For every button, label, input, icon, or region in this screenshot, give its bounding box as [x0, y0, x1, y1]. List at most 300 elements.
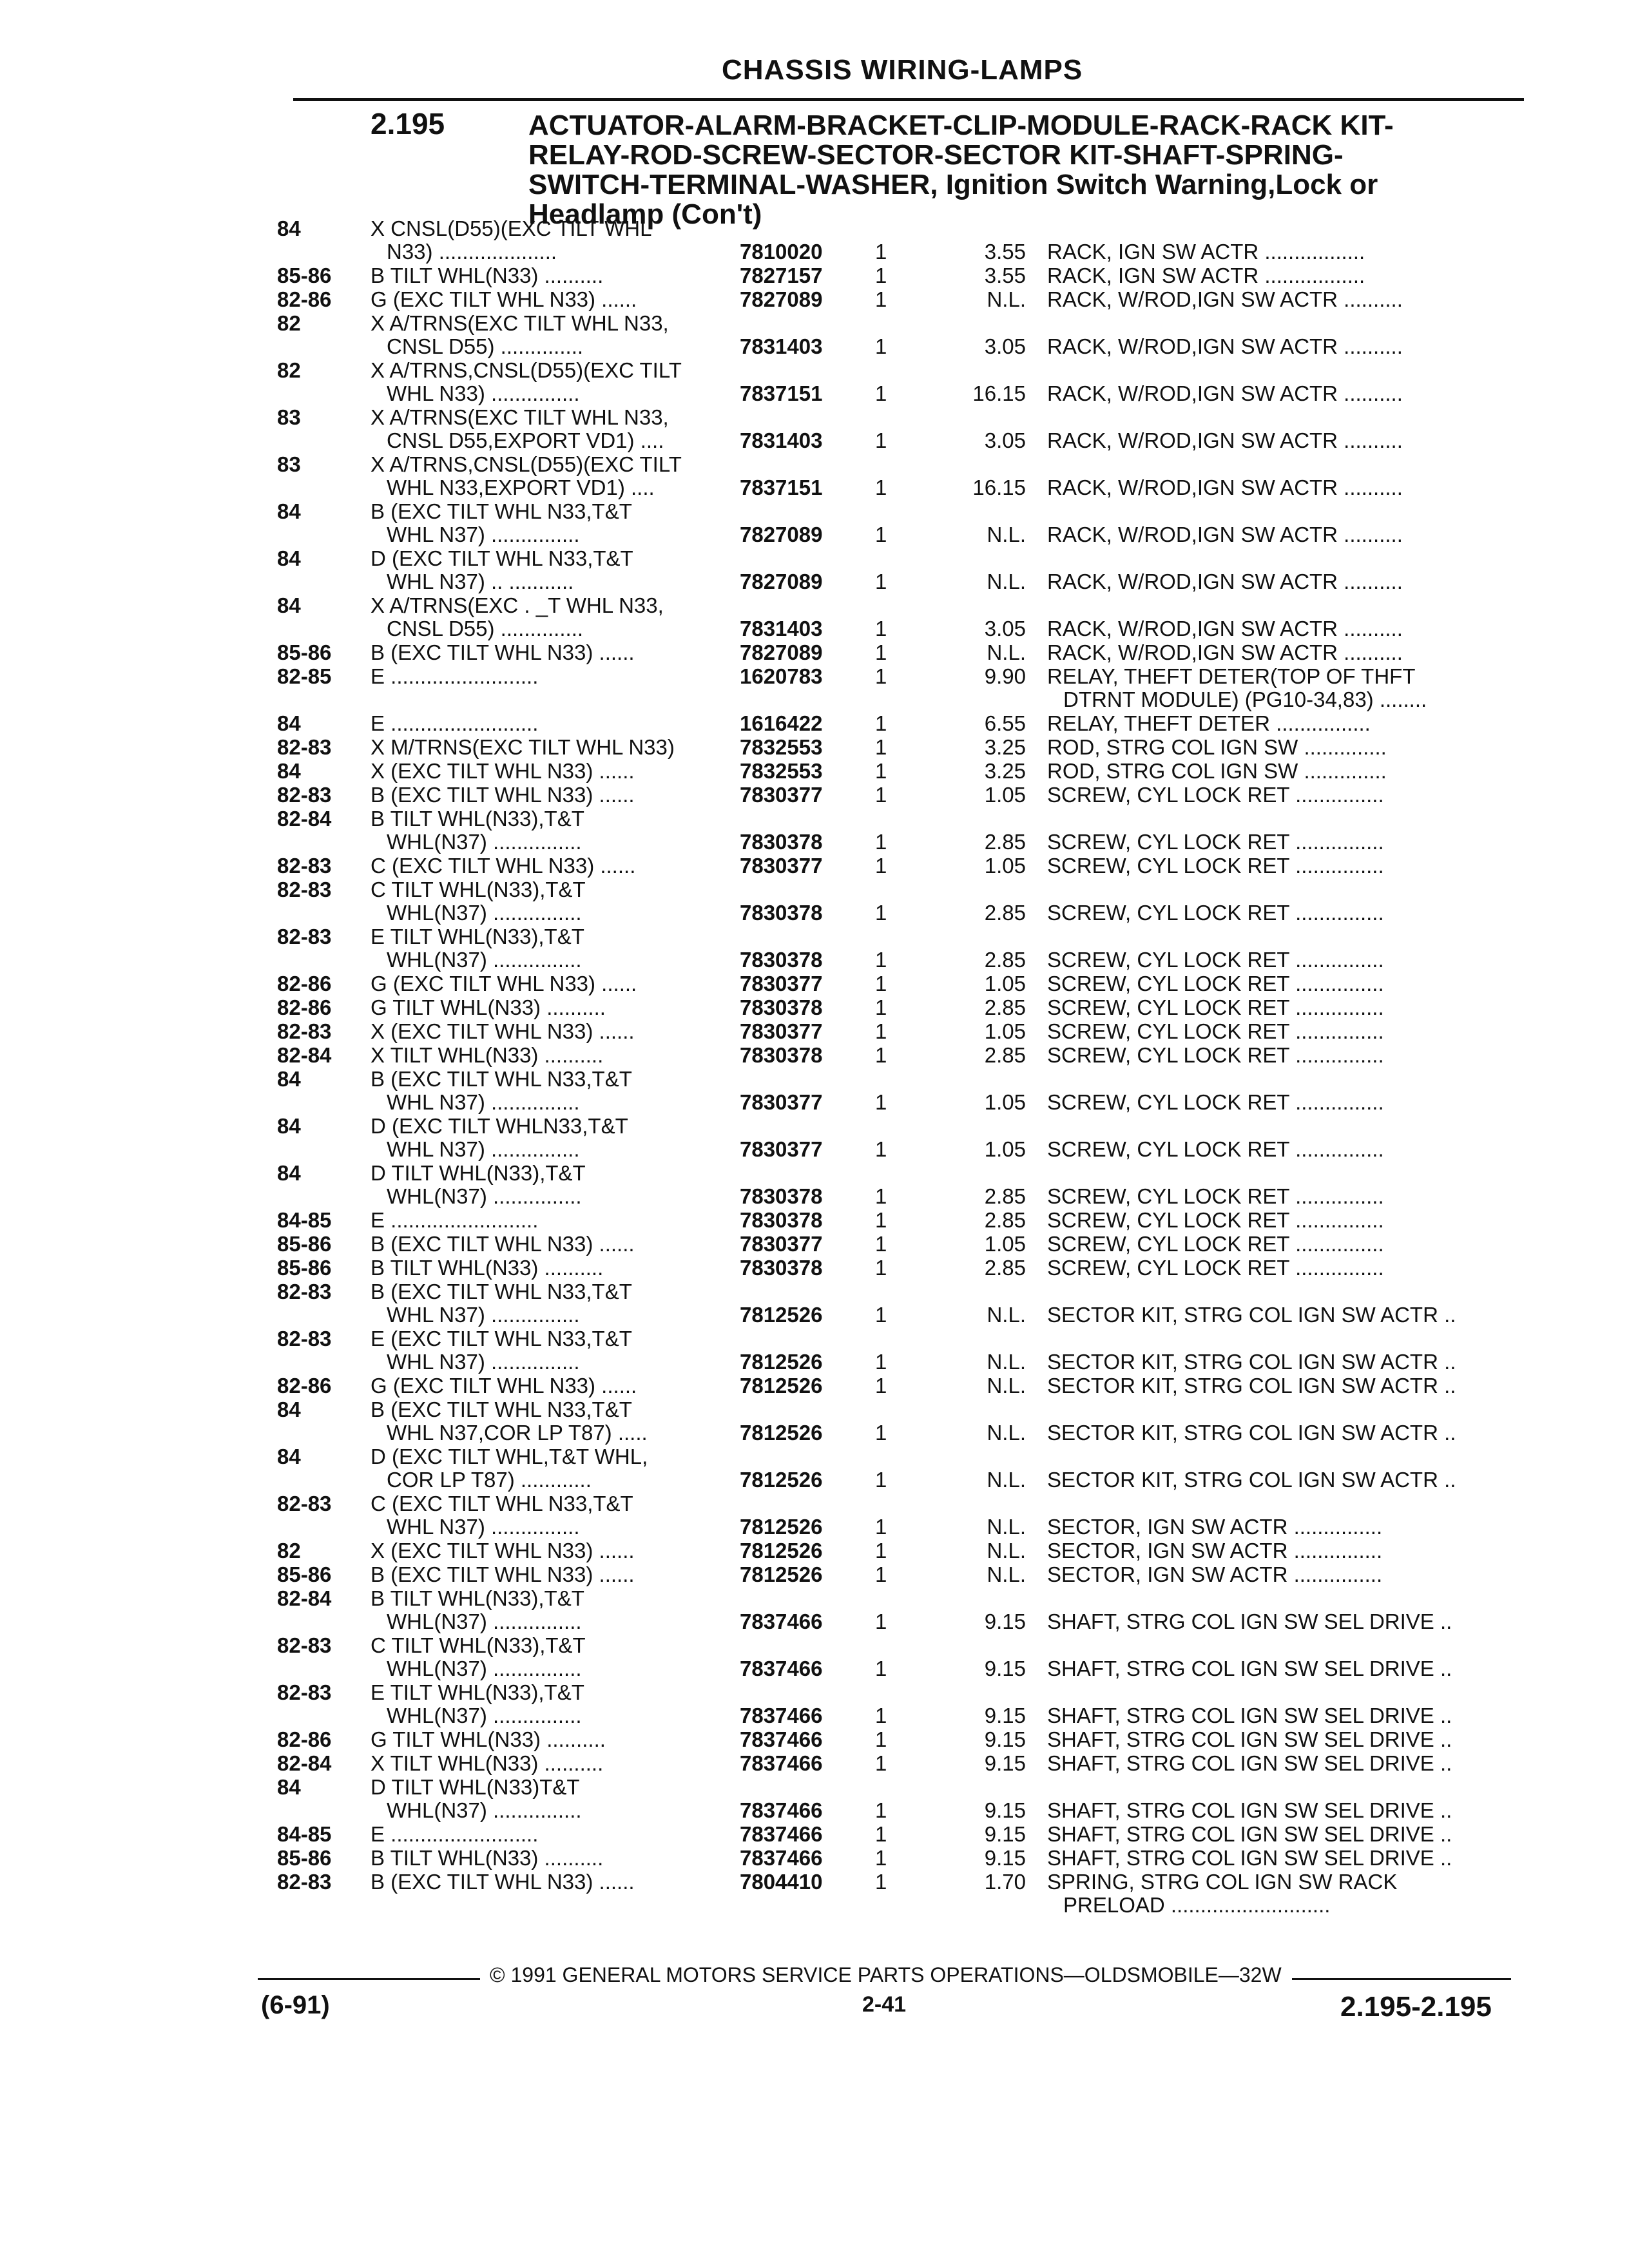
description: G (EXC TILT WHL N33) ......: [371, 1374, 637, 1398]
part-number: 7830378: [740, 1208, 823, 1232]
description-continued: WHL N37) ...............: [387, 523, 580, 546]
part-name: RACK, W/ROD,IGN SW ACTR ..........: [1047, 570, 1403, 593]
part-number: 7830377: [740, 972, 823, 995]
quantity: 1: [875, 428, 887, 452]
model-year: 82: [277, 311, 301, 335]
quantity: 1: [875, 1822, 887, 1846]
price: 1.05: [984, 972, 1026, 995]
description: C TILT WHL(N33),T&T: [371, 1633, 586, 1657]
part-number: 7812526: [740, 1562, 823, 1586]
price: 1.05: [984, 854, 1026, 878]
description: X A/TRNS(EXC TILT WHL N33,: [371, 405, 669, 429]
part-name: SPRING, STRG COL IGN SW RACK: [1047, 1870, 1398, 1894]
quantity: 1: [875, 1704, 887, 1727]
part-name: SCREW, CYL LOCK RET ...............: [1047, 1019, 1384, 1043]
footer-page-number: 2-41: [862, 1992, 907, 2017]
price: 2.85: [984, 948, 1026, 972]
quantity: 1: [875, 1232, 887, 1256]
quantity: 1: [875, 759, 887, 783]
model-year: 82-84: [277, 1586, 332, 1610]
price: N.L.: [987, 1350, 1026, 1374]
description: X A/TRNS,CNSL(D55)(EXC TILT: [371, 452, 682, 476]
part-name: SCREW, CYL LOCK RET ...............: [1047, 948, 1384, 972]
model-year: 82-83: [277, 878, 332, 901]
part-number: 7830378: [740, 995, 823, 1019]
description: D TILT WHL(N33)T&T: [371, 1775, 580, 1799]
description-continued: WHL N33) ...............: [387, 381, 580, 405]
part-name: RELAY, THEFT DETER(TOP OF THFT: [1047, 664, 1416, 688]
part-name: SCREW, CYL LOCK RET ...............: [1047, 995, 1384, 1019]
description-continued: WHL(N37) ...............: [387, 1610, 582, 1633]
price: N.L.: [987, 640, 1026, 664]
part-number: 7832553: [740, 735, 823, 759]
description: G TILT WHL(N33) ..........: [371, 995, 606, 1019]
model-year: 84: [277, 759, 301, 783]
quantity: 1: [875, 1515, 887, 1539]
quantity: 1: [875, 1657, 887, 1680]
price: 1.05: [984, 1232, 1026, 1256]
part-name: SCREW, CYL LOCK RET ...............: [1047, 1137, 1384, 1161]
price: 1.05: [984, 1137, 1026, 1161]
footer-rule-left: [258, 1978, 480, 1980]
footer-section-range: 2.195-2.195: [1340, 1991, 1492, 2023]
part-name: SCREW, CYL LOCK RET ...............: [1047, 1090, 1384, 1114]
description: X (EXC TILT WHL N33) ......: [371, 1539, 635, 1562]
price: 1.05: [984, 1019, 1026, 1043]
quantity: 1: [875, 1019, 887, 1043]
price: N.L.: [987, 1374, 1026, 1398]
part-name: SCREW, CYL LOCK RET ...............: [1047, 1232, 1384, 1256]
part-name: SECTOR KIT, STRG COL IGN SW ACTR ..: [1047, 1350, 1456, 1374]
part-number: 7830377: [740, 1232, 823, 1256]
description-continued: WHL(N37) ...............: [387, 1704, 582, 1727]
description-continued: WHL N37) ...............: [387, 1303, 580, 1327]
quantity: 1: [875, 1468, 887, 1492]
price: 2.85: [984, 1043, 1026, 1067]
quantity: 1: [875, 264, 887, 287]
part-name: SHAFT, STRG COL IGN SW SEL DRIVE ..: [1047, 1610, 1452, 1633]
model-year: 82-85: [277, 664, 332, 688]
part-name: SECTOR, IGN SW ACTR ...............: [1047, 1562, 1383, 1586]
price: 16.15: [972, 381, 1026, 405]
description: B TILT WHL(N33),T&T: [371, 807, 584, 831]
quantity: 1: [875, 523, 887, 546]
description: G (EXC TILT WHL N33) ......: [371, 287, 637, 311]
model-year: 84: [277, 1775, 301, 1799]
part-number: 7837466: [740, 1727, 823, 1751]
footer-rule-right: [1292, 1978, 1511, 1980]
description: B (EXC TILT WHL N33) ......: [371, 783, 635, 807]
description: B TILT WHL(N33),T&T: [371, 1586, 584, 1610]
part-number: 7804410: [740, 1870, 823, 1894]
part-name: ROD, STRG COL IGN SW ..............: [1047, 735, 1387, 759]
quantity: 1: [875, 334, 887, 358]
part-number: 7827157: [740, 264, 823, 287]
part-name: SCREW, CYL LOCK RET ...............: [1047, 783, 1384, 807]
description: B TILT WHL(N33) ..........: [371, 264, 604, 287]
quantity: 1: [875, 287, 887, 311]
part-number: 7810020: [740, 240, 823, 264]
part-number: 7830377: [740, 1019, 823, 1043]
part-name: ROD, STRG COL IGN SW ..............: [1047, 759, 1387, 783]
description: X (EXC TILT WHL N33) ......: [371, 1019, 635, 1043]
description: X A/TRNS(EXC TILT WHL N33,: [371, 311, 669, 335]
price: 3.55: [984, 240, 1026, 264]
model-year: 82-84: [277, 1043, 332, 1067]
part-number: 7830378: [740, 1184, 823, 1208]
model-year: 84: [277, 1398, 301, 1421]
description: B (EXC TILT WHL N33,T&T: [371, 1280, 632, 1303]
quantity: 1: [875, 381, 887, 405]
description-continued: WHL(N37) ...............: [387, 1184, 582, 1208]
part-name: RACK, W/ROD,IGN SW ACTR ..........: [1047, 476, 1403, 499]
description: C (EXC TILT WHL N33,T&T: [371, 1492, 633, 1515]
part-number: 7837466: [740, 1846, 823, 1870]
price: 9.15: [984, 1610, 1026, 1633]
part-number: 7830378: [740, 948, 823, 972]
part-name: SHAFT, STRG COL IGN SW SEL DRIVE ..: [1047, 1751, 1452, 1775]
price: 3.05: [984, 617, 1026, 640]
part-name: SECTOR KIT, STRG COL IGN SW ACTR ..: [1047, 1468, 1456, 1492]
part-name: RACK, W/ROD,IGN SW ACTR ..........: [1047, 428, 1403, 452]
part-name: SCREW, CYL LOCK RET ...............: [1047, 1184, 1384, 1208]
description: D TILT WHL(N33),T&T: [371, 1161, 586, 1185]
part-number: 7827089: [740, 287, 823, 311]
part-name: RELAY, THEFT DETER ................: [1047, 711, 1371, 735]
quantity: 1: [875, 1208, 887, 1232]
description: B (EXC TILT WHL N33) ......: [371, 1870, 635, 1894]
model-year: 82-86: [277, 1374, 332, 1398]
description: X A/TRNS,CNSL(D55)(EXC TILT: [371, 358, 682, 382]
description-continued: CNSL D55) ..............: [387, 334, 584, 358]
description-continued: WHL N37,COR LP T87) .....: [387, 1421, 648, 1445]
part-number: 7837466: [740, 1822, 823, 1846]
model-year: 82-83: [277, 1019, 332, 1043]
model-year: 84: [277, 593, 301, 617]
quantity: 1: [875, 1303, 887, 1327]
part-name: SECTOR, IGN SW ACTR ...............: [1047, 1539, 1383, 1562]
part-name: SECTOR KIT, STRG COL IGN SW ACTR ..: [1047, 1374, 1456, 1398]
part-name: SCREW, CYL LOCK RET ...............: [1047, 1256, 1384, 1280]
section-title-line: ACTUATOR-ALARM-BRACKET-CLIP-MODULE-RACK-RACK KIT-: [528, 110, 1394, 141]
quantity: 1: [875, 995, 887, 1019]
part-number: 7812526: [740, 1303, 823, 1327]
price: 3.05: [984, 334, 1026, 358]
description: E .........................: [371, 1822, 539, 1846]
quantity: 1: [875, 901, 887, 925]
quantity: 1: [875, 1421, 887, 1445]
quantity: 1: [875, 1374, 887, 1398]
price: 3.05: [984, 428, 1026, 452]
quantity: 1: [875, 1256, 887, 1280]
quantity: 1: [875, 240, 887, 264]
description: E .........................: [371, 1208, 539, 1232]
description: B (EXC TILT WHL N33,T&T: [371, 1067, 632, 1091]
part-number: 7812526: [740, 1350, 823, 1374]
description: C (EXC TILT WHL N33) ......: [371, 854, 636, 878]
description: B TILT WHL(N33) ..........: [371, 1256, 604, 1280]
price: N.L.: [987, 1562, 1026, 1586]
price: 9.15: [984, 1822, 1026, 1846]
section-title-line: Headlamp (Con't): [528, 198, 762, 230]
quantity: 1: [875, 1846, 887, 1870]
description-continued: WHL N37) ...............: [387, 1350, 580, 1374]
part-number: 7830378: [740, 830, 823, 854]
description: E .........................: [371, 664, 539, 688]
quantity: 1: [875, 854, 887, 878]
quantity: 1: [875, 830, 887, 854]
part-number: 7832553: [740, 759, 823, 783]
model-year: 82-86: [277, 972, 332, 995]
part-number: 1620783: [740, 664, 823, 688]
price: 2.85: [984, 1184, 1026, 1208]
description-continued: WHL N33,EXPORT VD1) ....: [387, 476, 655, 499]
quantity: 1: [875, 617, 887, 640]
description-continued: WHL(N37) ...............: [387, 901, 582, 925]
section-title-line: RELAY-ROD-SCREW-SECTOR-SECTOR KIT-SHAFT-SPRING-: [528, 139, 1344, 171]
part-number: 7812526: [740, 1374, 823, 1398]
part-number: 7827089: [740, 640, 823, 664]
part-number: 7837466: [740, 1798, 823, 1822]
model-year: 84: [277, 1067, 301, 1091]
price: N.L.: [987, 523, 1026, 546]
price: N.L.: [987, 1468, 1026, 1492]
description-continued: WHL(N37) ...............: [387, 1798, 582, 1822]
description: B TILT WHL(N33) ..........: [371, 1846, 604, 1870]
part-number: 7831403: [740, 334, 823, 358]
description-continued: WHL N37) ...............: [387, 1515, 580, 1539]
part-name: SECTOR KIT, STRG COL IGN SW ACTR ..: [1047, 1303, 1456, 1327]
model-year: 82-84: [277, 1751, 332, 1775]
model-year: 84-85: [277, 1208, 332, 1232]
description: X A/TRNS(EXC . _T WHL N33,: [371, 593, 664, 617]
part-name: SHAFT, STRG COL IGN SW SEL DRIVE ..: [1047, 1846, 1452, 1870]
model-year: 84-85: [277, 1822, 332, 1846]
part-number: 7831403: [740, 428, 823, 452]
part-name: SCREW, CYL LOCK RET ...............: [1047, 854, 1384, 878]
part-name: RACK, W/ROD,IGN SW ACTR ..........: [1047, 523, 1403, 546]
part-name: SHAFT, STRG COL IGN SW SEL DRIVE ..: [1047, 1704, 1452, 1727]
model-year: 84: [277, 216, 301, 240]
price: 2.85: [984, 901, 1026, 925]
model-year: 82-83: [277, 1492, 332, 1515]
price: 9.90: [984, 664, 1026, 688]
model-year: 82-86: [277, 995, 332, 1019]
price: 2.85: [984, 1256, 1026, 1280]
description: E .........................: [371, 711, 539, 735]
model-year: 85-86: [277, 1232, 332, 1256]
price: 3.25: [984, 759, 1026, 783]
model-year: 82-83: [277, 1680, 332, 1704]
quantity: 1: [875, 1350, 887, 1374]
price: 9.15: [984, 1727, 1026, 1751]
price: 9.15: [984, 1751, 1026, 1775]
price: 1.05: [984, 1090, 1026, 1114]
quantity: 1: [875, 1610, 887, 1633]
part-number: 7837466: [740, 1657, 823, 1680]
model-year: 85-86: [277, 1256, 332, 1280]
quantity: 1: [875, 948, 887, 972]
quantity: 1: [875, 1539, 887, 1562]
description: X CNSL(D55)(EXC TILT WHL: [371, 216, 652, 240]
model-year: 84: [277, 546, 301, 570]
part-name: SCREW, CYL LOCK RET ...............: [1047, 1208, 1384, 1232]
description: G TILT WHL(N33) ..........: [371, 1727, 606, 1751]
part-name: SHAFT, STRG COL IGN SW SEL DRIVE ..: [1047, 1727, 1452, 1751]
description-continued: COR LP T87) ............: [387, 1468, 592, 1492]
description: B (EXC TILT WHL N33) ......: [371, 640, 635, 664]
description-continued: WHL N37) .. ...........: [387, 570, 574, 593]
part-name: SCREW, CYL LOCK RET ...............: [1047, 972, 1384, 995]
part-name: SHAFT, STRG COL IGN SW SEL DRIVE ..: [1047, 1822, 1452, 1846]
description: X (EXC TILT WHL N33) ......: [371, 759, 635, 783]
part-name: RACK, IGN SW ACTR .................: [1047, 240, 1365, 264]
model-year: 82-83: [277, 783, 332, 807]
description: B (EXC TILT WHL N33) ......: [371, 1232, 635, 1256]
model-year: 82: [277, 1539, 301, 1562]
quantity: 1: [875, 1090, 887, 1114]
price: N.L.: [987, 1515, 1026, 1539]
model-year: 83: [277, 405, 301, 429]
part-number: 7837466: [740, 1751, 823, 1775]
description-continued: WHL(N37) ...............: [387, 948, 582, 972]
model-year: 85-86: [277, 640, 332, 664]
description: D (EXC TILT WHL N33,T&T: [371, 546, 633, 570]
part-number: 7812526: [740, 1468, 823, 1492]
model-year: 82-84: [277, 807, 332, 831]
part-name: RACK, W/ROD,IGN SW ACTR ..........: [1047, 617, 1403, 640]
part-number: 7812526: [740, 1539, 823, 1562]
part-number: 7812526: [740, 1515, 823, 1539]
page-header-title: CHASSIS WIRING-LAMPS: [722, 54, 1083, 86]
model-year: 84: [277, 1161, 301, 1185]
part-number: 7837466: [740, 1704, 823, 1727]
price: 2.85: [984, 1208, 1026, 1232]
part-number: 7830377: [740, 1137, 823, 1161]
quantity: 1: [875, 783, 887, 807]
model-year: 82-83: [277, 1870, 332, 1894]
description-continued: WHL N37) ...............: [387, 1090, 580, 1114]
quantity: 1: [875, 1751, 887, 1775]
part-number: 7830377: [740, 783, 823, 807]
price: 16.15: [972, 476, 1026, 499]
part-name: RACK, W/ROD,IGN SW ACTR ..........: [1047, 334, 1403, 358]
price: N.L.: [987, 287, 1026, 311]
model-year: 82-86: [277, 287, 332, 311]
description: X TILT WHL(N33) ..........: [371, 1043, 604, 1067]
part-number: 1616422: [740, 711, 823, 735]
quantity: 1: [875, 1562, 887, 1586]
price: 9.15: [984, 1798, 1026, 1822]
part-name: RACK, W/ROD,IGN SW ACTR ..........: [1047, 287, 1403, 311]
model-year: 84: [277, 499, 301, 523]
quantity: 1: [875, 972, 887, 995]
price: 9.15: [984, 1846, 1026, 1870]
quantity: 1: [875, 1798, 887, 1822]
model-year: 82-83: [277, 854, 332, 878]
description: B (EXC TILT WHL N33,T&T: [371, 499, 632, 523]
description-continued: CNSL D55,EXPORT VD1) ....: [387, 428, 664, 452]
part-name: RACK, W/ROD,IGN SW ACTR ..........: [1047, 640, 1403, 664]
model-year: 82-83: [277, 1633, 332, 1657]
model-year: 85-86: [277, 1846, 332, 1870]
description: E TILT WHL(N33),T&T: [371, 1680, 584, 1704]
part-number: 7830378: [740, 901, 823, 925]
footer-date: (6-91): [261, 1991, 330, 2019]
model-year: 82-86: [277, 1727, 332, 1751]
model-year: 82: [277, 358, 301, 382]
model-year: 85-86: [277, 264, 332, 287]
footer-copyright: © 1991 GENERAL MOTORS SERVICE PARTS OPERATIONS—OLDSMOBILE—32W: [490, 1963, 1282, 1986]
part-name: RACK, IGN SW ACTR .................: [1047, 264, 1365, 287]
part-name-continued: PRELOAD ...........................: [1063, 1893, 1331, 1917]
price: N.L.: [987, 1421, 1026, 1445]
quantity: 1: [875, 640, 887, 664]
model-year: 83: [277, 452, 301, 476]
price: 9.15: [984, 1657, 1026, 1680]
description: D (EXC TILT WHLN33,T&T: [371, 1114, 628, 1138]
quantity: 1: [875, 1184, 887, 1208]
price: 2.85: [984, 995, 1026, 1019]
part-name: SECTOR, IGN SW ACTR ...............: [1047, 1515, 1383, 1539]
section-number: 2.195: [371, 107, 445, 140]
quantity: 1: [875, 1137, 887, 1161]
section-title-line: SWITCH-TERMINAL-WASHER, Ignition Switch Warning,Lock or: [528, 169, 1378, 200]
price: 2.85: [984, 830, 1026, 854]
quantity: 1: [875, 1043, 887, 1067]
description: C TILT WHL(N33),T&T: [371, 878, 586, 901]
part-number: 7830377: [740, 854, 823, 878]
model-year: 82-83: [277, 925, 332, 948]
part-number: 7812526: [740, 1421, 823, 1445]
description: E TILT WHL(N33),T&T: [371, 925, 584, 948]
part-name: SHAFT, STRG COL IGN SW SEL DRIVE ..: [1047, 1798, 1452, 1822]
description: B (EXC TILT WHL N33) ......: [371, 1562, 635, 1586]
price: 1.70: [984, 1870, 1026, 1894]
price: 3.55: [984, 264, 1026, 287]
description-continued: WHL N37) ...............: [387, 1137, 580, 1161]
price: 3.25: [984, 735, 1026, 759]
part-name: SCREW, CYL LOCK RET ...............: [1047, 1043, 1384, 1067]
part-name-continued: DTRNT MODULE) (PG10-34,83) ........: [1063, 687, 1427, 711]
model-year: 84: [277, 1445, 301, 1468]
part-number: 7830378: [740, 1043, 823, 1067]
description: D (EXC TILT WHL,T&T WHL,: [371, 1445, 648, 1468]
description-continued: N33) ....................: [387, 240, 557, 264]
description-continued: WHL(N37) ...............: [387, 1657, 582, 1680]
part-number: 7827089: [740, 570, 823, 593]
description: X TILT WHL(N33) ..........: [371, 1751, 604, 1775]
part-number: 7830378: [740, 1256, 823, 1280]
part-number: 7831403: [740, 617, 823, 640]
quantity: 1: [875, 1727, 887, 1751]
quantity: 1: [875, 476, 887, 499]
part-number: 7837151: [740, 381, 823, 405]
part-name: SCREW, CYL LOCK RET ...............: [1047, 830, 1384, 854]
price: N.L.: [987, 1303, 1026, 1327]
part-name: RACK, W/ROD,IGN SW ACTR ..........: [1047, 381, 1403, 405]
price: N.L.: [987, 570, 1026, 593]
part-name: SHAFT, STRG COL IGN SW SEL DRIVE ..: [1047, 1657, 1452, 1680]
part-name: SECTOR KIT, STRG COL IGN SW ACTR ..: [1047, 1421, 1456, 1445]
price: 6.55: [984, 711, 1026, 735]
description: E (EXC TILT WHL N33,T&T: [371, 1327, 632, 1350]
model-year: 84: [277, 711, 301, 735]
model-year: 82-83: [277, 1327, 332, 1350]
model-year: 82-83: [277, 735, 332, 759]
price: 1.05: [984, 783, 1026, 807]
price: 9.15: [984, 1704, 1026, 1727]
